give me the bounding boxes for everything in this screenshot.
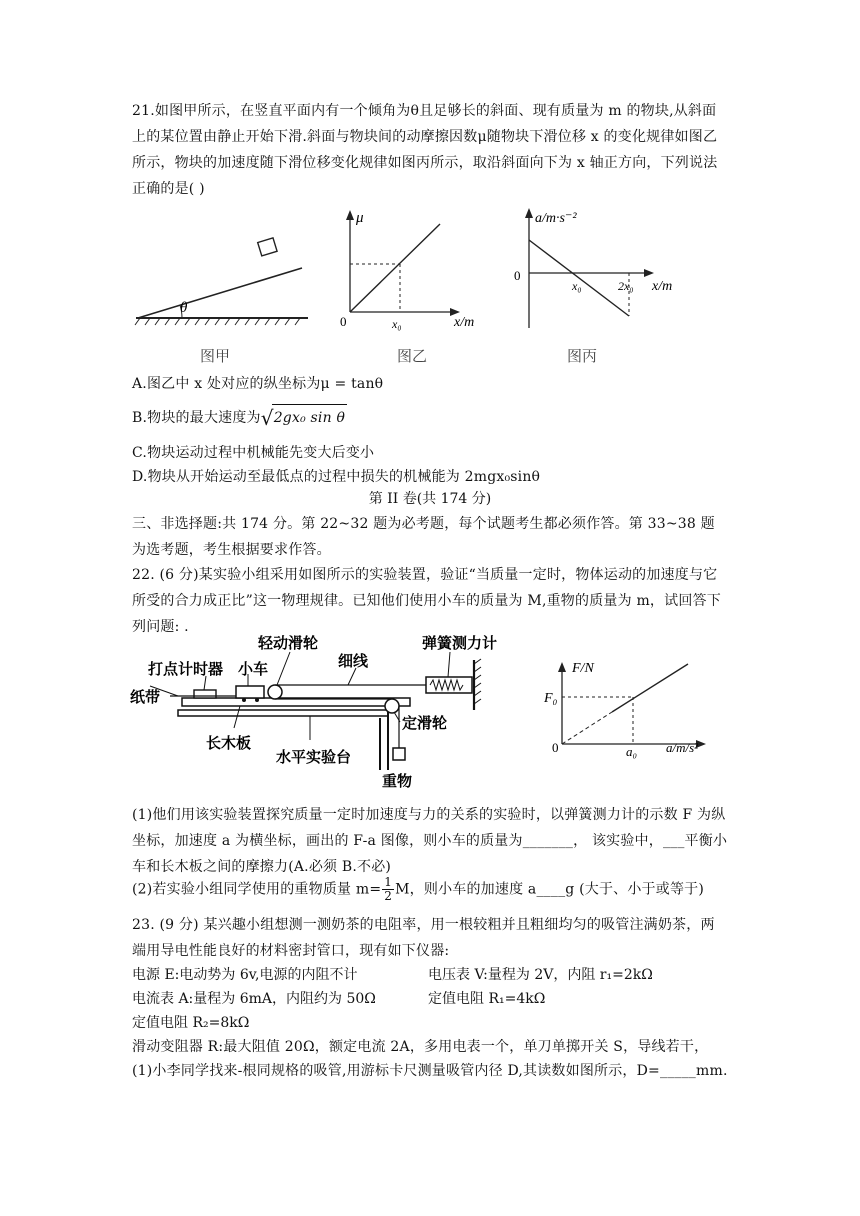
label-fixed-pulley: 定滑轮 <box>402 715 448 732</box>
a-axis-label-fa: a/m/s² <box>666 740 699 755</box>
2x0-label: 2x₀ <box>618 279 634 293</box>
label-light-pulley: 轻动滑轮 <box>258 635 319 652</box>
q23-r1: 定值电阻 R₁=4kΩ <box>428 991 546 1007</box>
q23-stem: 23. (9 分) 某兴趣小组想测一测奶茶的电阻率，用一根较粗并且粗细均匀的吸管注满奶茶，两端用导电性能良好的材料密封管口，现有如下仪器: <box>132 917 715 959</box>
mu-axis-label: μ <box>356 210 364 226</box>
fraction-half: $\frac{1}{2}$ <box>384 875 393 903</box>
label-cart: 小车 <box>238 661 269 678</box>
q21-option-d: D.物块从开始运动至最低点的过程中损失的机械能为 2mgx₀sinθ <box>132 469 541 485</box>
label-thread: 细线 <box>338 653 369 670</box>
figure-apparatus <box>130 630 500 790</box>
angle-label: θ <box>180 300 188 316</box>
label-table: 水平实验台 <box>276 749 352 766</box>
origin-label: 0 <box>340 314 347 329</box>
q21-option-b: B.物块的最大速度为√2gx₀ sin θ <box>132 406 346 430</box>
section3-instructions: 三、非选择题:共 174 分。第 22~32 题为必考题，每个试题考生都必须作答。第 33~38 题为选考题，考生根据要求作答。 <box>132 516 715 558</box>
x-axis-label-c: x/m <box>652 279 673 294</box>
label-timer: 打点计时器 <box>148 661 224 678</box>
q22-sub2: (2)若实验小组同学使用的重物质量 m= $\frac{1}{2}$ M，则小车的加速度 a____g (大于、小于或等于) <box>132 875 705 903</box>
q23-voltmeter: 电压表 V:量程为 2V，内阻 r₁=2kΩ <box>428 967 653 983</box>
sqrt-expression: 2gx₀ sin θ <box>272 404 347 431</box>
figure-incline <box>132 226 312 336</box>
fig-a-caption: 图甲 <box>200 347 231 365</box>
q23-sub1: (1)小李同学找来-根同规格的吸管,用游标卡尺测量吸管内径 D,其读数如图所示，D=_____mm. <box>132 1063 728 1079</box>
q23-ammeter: 电流表 A:量程为 6mA，内阻约为 50Ω <box>132 991 376 1007</box>
fig-c-caption: 图丙 <box>567 347 598 365</box>
x-axis-label: x/m <box>454 315 475 330</box>
q21-option-c: C.物块运动过程中机械能先变大后变小 <box>132 445 375 461</box>
q21-stem: 21.如图甲所示，在竖直平面内有一个倾角为θ且足够长的斜面、现有质量为 m 的物块,从斜面上的某位置由静止开始下滑.斜面与物块间的动摩擦因数μ随物块下滑位移 x 的变化规律如图乙所示，物块的加速度随下滑位移变化规律如图丙所示，取沿斜面向下为 x 轴正方向，下列说法正确的是( ) <box>132 103 718 197</box>
label-spring-scale: 弹簧测力计 <box>422 635 498 652</box>
a0-label: a₀ <box>626 744 638 759</box>
origin-label-fa: 0 <box>552 740 559 755</box>
x0-label-c: x₀ <box>572 279 582 293</box>
a-axis-label: a/m·s⁻² <box>535 211 577 226</box>
q23-power: 电源 E:电动势为 6v,电源的内阻不计 <box>132 967 358 983</box>
q22-sub1: (1)他们用该实验装置探究质量一定时加速度与力的关系的实验时，以弹簧测力计的示数 F 为纵坐标，加速度 a 为横坐标，画出的 F-a 图像，则小车的质量为_______， 该实验中，___平衡小车和长木板之间的摩擦力(A.必须 B.不必) <box>132 807 728 875</box>
x0-label: x₀ <box>392 317 402 331</box>
label-tape: 纸带 <box>130 689 161 706</box>
q23-rheostat: 滑动变阻器 R:最大阻值 20Ω，额定电流 2A，多用电表一个，单刀单掷开关 S，导线若干， <box>132 1039 709 1055</box>
figure-f-a-graph <box>540 652 730 762</box>
q23-r2: 定值电阻 R₂=8kΩ <box>132 1015 250 1031</box>
part2-title: 第 II 卷(共 174 分) <box>368 491 492 507</box>
figure-a-x-graph <box>508 200 688 340</box>
label-board: 长木板 <box>206 735 252 752</box>
origin-label-c: 0 <box>514 268 521 283</box>
q22-stem: 22. (6 分)某实验小组采用如图所示的实验装置，验证“当质量一定时，物体运动的加速度与它所受的合力成正比”这一物理规律。已知他们使用小车的质量为 M,重物的质量为 m，试回答下列问题: . <box>132 567 721 635</box>
fig-b-caption: 图乙 <box>397 347 428 365</box>
f-axis-label: F/N <box>572 661 594 676</box>
q21-option-a: A.图乙中 x 处对应的纵坐标为μ = tanθ <box>132 376 384 392</box>
figure-mu-x-graph <box>330 206 490 336</box>
f0-label: F₀ <box>544 691 558 706</box>
label-weight: 重物 <box>382 773 413 790</box>
